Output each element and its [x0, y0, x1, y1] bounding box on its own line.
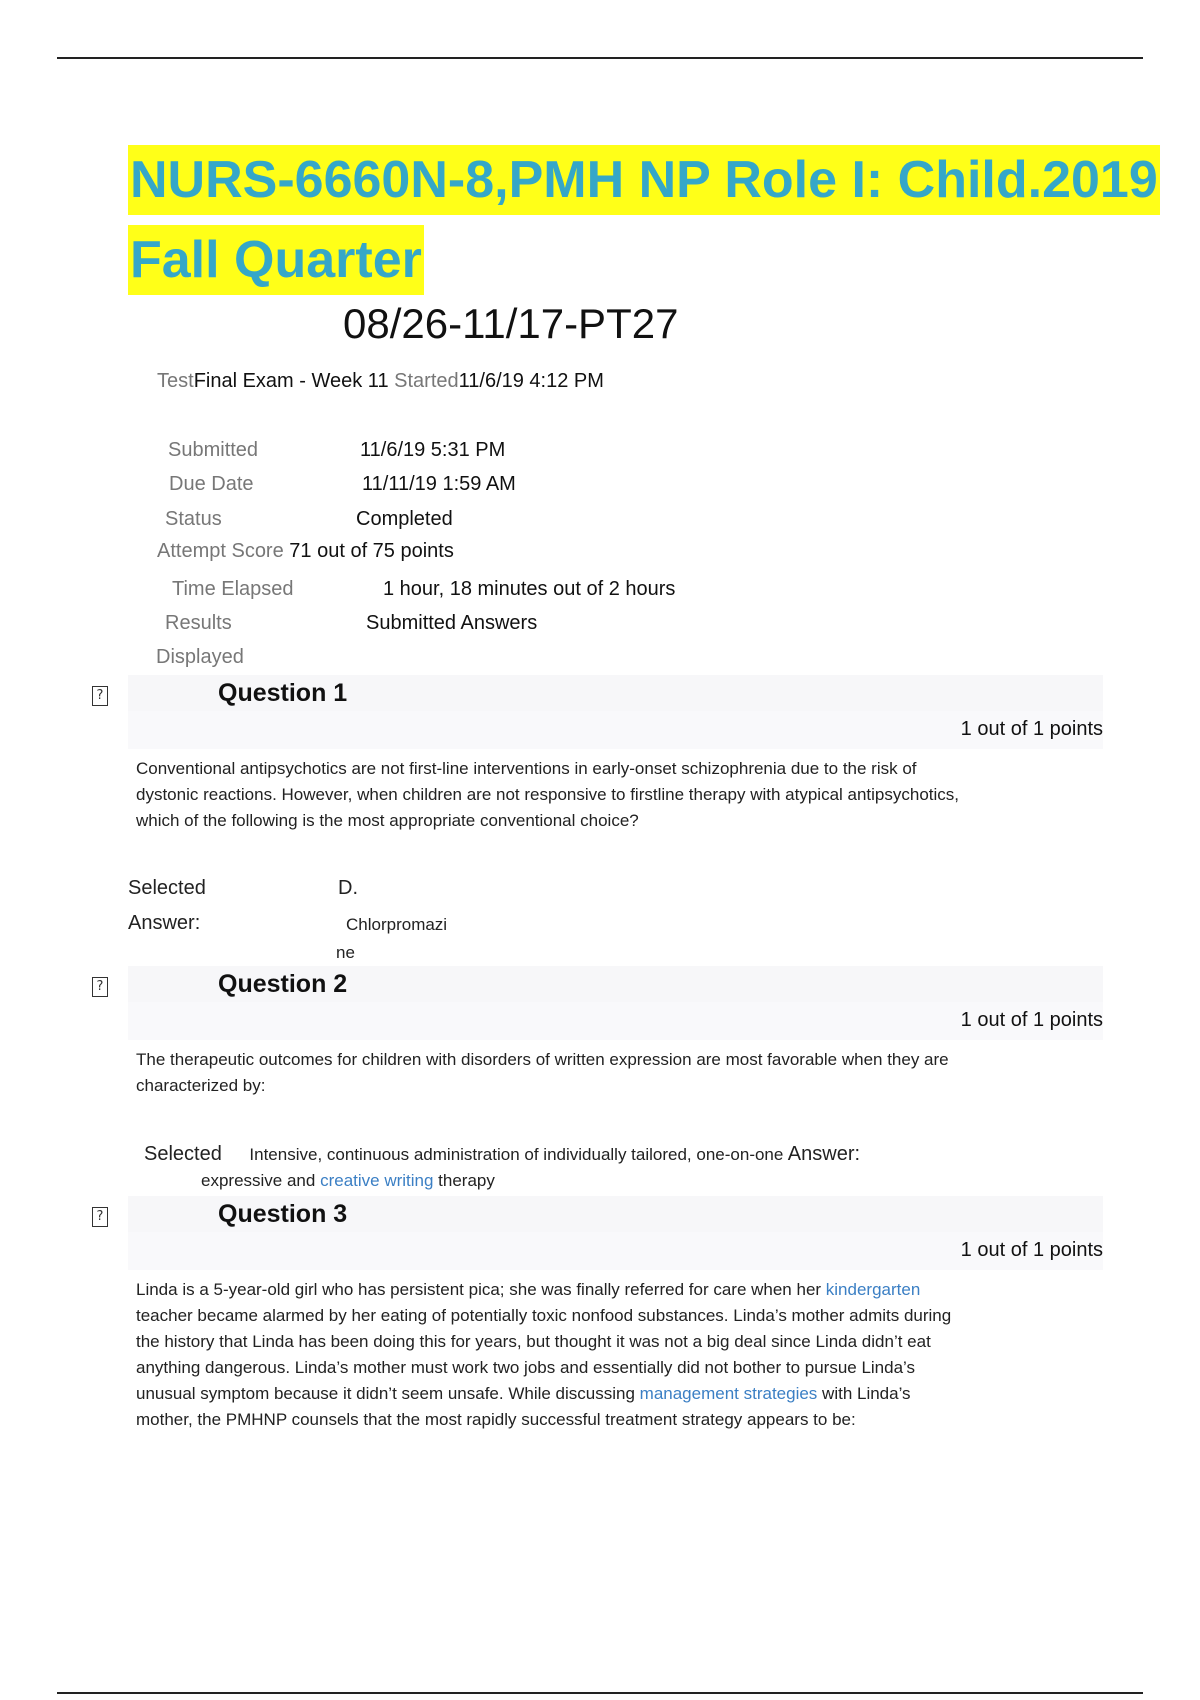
question-status-icon: ? — [92, 686, 108, 706]
due-date-value: 11/11/19 1:59 AM — [362, 473, 516, 495]
question-1-text-line: which of the following is the most appropriate conventional choice? — [136, 811, 639, 830]
status-value: Completed — [356, 508, 453, 530]
question-1-answer-text: Chlorpromazi — [346, 915, 448, 934]
question-2-answer-text-end: therapy — [433, 1171, 495, 1190]
course-dates: 08/26-11/17-PT27 — [343, 300, 679, 347]
question-status-icon: ? — [92, 977, 108, 997]
question-3-points: 1 out of 1 points — [960, 1239, 1103, 1261]
question-1-answer-text-cont: ne — [336, 943, 355, 962]
started-value: 11/6/19 4:12 PM — [458, 370, 604, 392]
question-3-title: Question 3 — [218, 1200, 348, 1228]
question-1-selected-label: Selected — [128, 877, 206, 899]
results-value: Submitted Answers — [366, 612, 538, 634]
submitted-value: 11/6/19 5:31 PM — [360, 439, 506, 461]
question-2-text-line: characterized by: — [136, 1076, 266, 1095]
question-1-answer-label: Answer: — [128, 912, 201, 934]
attempt-score-row — [157, 540, 454, 563]
time-elapsed-value: 1 hour, 18 minutes out of 2 hours — [383, 578, 676, 600]
question-1-text-line: Conventional antipsychotics are not first-line interventions in early-onset schizophrenia due to the risk of — [136, 759, 917, 778]
question-2-selected-label: Selected — [144, 1143, 222, 1165]
question-2-points-bar — [128, 1002, 1103, 1040]
question-3-text-line: Linda is a 5-year-old girl who has persistent pica; she was finally referred for care when her kindergarten — [136, 1280, 921, 1299]
question-1-text — [136, 756, 1066, 834]
question-3-text-line: anything dangerous. Linda’s mother must work two jobs and essentially did not bother to pursue Linda’s — [136, 1358, 916, 1377]
question-3-points-bar — [128, 1232, 1103, 1270]
question-3-text-line: mother, the PMHNP counsels that the most rapidly successful treatment strategy appears to be: — [136, 1410, 856, 1429]
question-1-title: Question 1 — [218, 679, 348, 707]
test-label: Test — [157, 370, 194, 392]
attempt-score-label: Attempt Score — [157, 540, 284, 562]
question-3-text-line: teacher became alarmed by her eating of potentially toxic nonfood substances. Linda’s mother admits during — [136, 1306, 952, 1325]
bottom-rule — [57, 1692, 1143, 1694]
question-2-text-line: The therapeutic outcomes for children with disorders of written expression are most favorable when they are — [136, 1050, 949, 1069]
due-date-label: Due Date — [169, 473, 254, 495]
question-2-answer-label: Answer: — [787, 1143, 861, 1165]
test-row — [157, 370, 604, 393]
question-1-answer-letter: D. — [338, 877, 358, 899]
started-label: Started — [394, 370, 459, 392]
question-status-icon: ? — [92, 1207, 108, 1227]
course-title-line-1: NURS-6660N-8,PMH NP Role I: Child.2019 — [128, 145, 1160, 215]
test-value: Final Exam - Week 11 — [193, 370, 389, 392]
creative-writing-link[interactable]: creative writing — [320, 1171, 434, 1190]
question-2-text — [136, 1047, 1066, 1099]
question-3-text — [136, 1277, 1066, 1433]
question-2-answer-text-cont: expressive and — [201, 1171, 321, 1190]
question-1-text-line: dystonic reactions. However, when children are not responsive to firstline therapy with atypical antipsychotics, — [136, 785, 960, 804]
submitted-label: Submitted — [168, 439, 259, 461]
question-2-answer-line-1 — [144, 1143, 860, 1166]
results-label: Results — [165, 612, 232, 634]
management-strategies-link[interactable]: management strategies — [639, 1384, 818, 1403]
attempt-score-value: 71 out of 75 points — [289, 540, 454, 562]
question-2-answer-line-2 — [201, 1171, 495, 1191]
question-1-points: 1 out of 1 points — [960, 718, 1103, 740]
question-2-points: 1 out of 1 points — [960, 1009, 1103, 1031]
status-label: Status — [165, 508, 222, 530]
question-2-title: Question 2 — [218, 970, 348, 998]
kindergarten-link[interactable]: kindergarten — [825, 1280, 921, 1299]
question-3-text-line: the history that Linda has been doing this for years, but thought it was not a big deal since Linda didn’t eat — [136, 1332, 931, 1351]
question-1-points-bar — [128, 711, 1103, 749]
question-2-answer-text: Intensive, continuous administration of individually tailored, one-on-one — [249, 1145, 784, 1164]
top-rule — [57, 57, 1143, 59]
course-title-line-2: Fall Quarter — [128, 225, 424, 295]
question-3-text-line: unusual symptom because it didn’t seem unsafe. While discussing management strategies with Linda’s — [136, 1384, 911, 1403]
results-label-cont: Displayed — [156, 646, 244, 668]
time-elapsed-label: Time Elapsed — [172, 578, 294, 600]
